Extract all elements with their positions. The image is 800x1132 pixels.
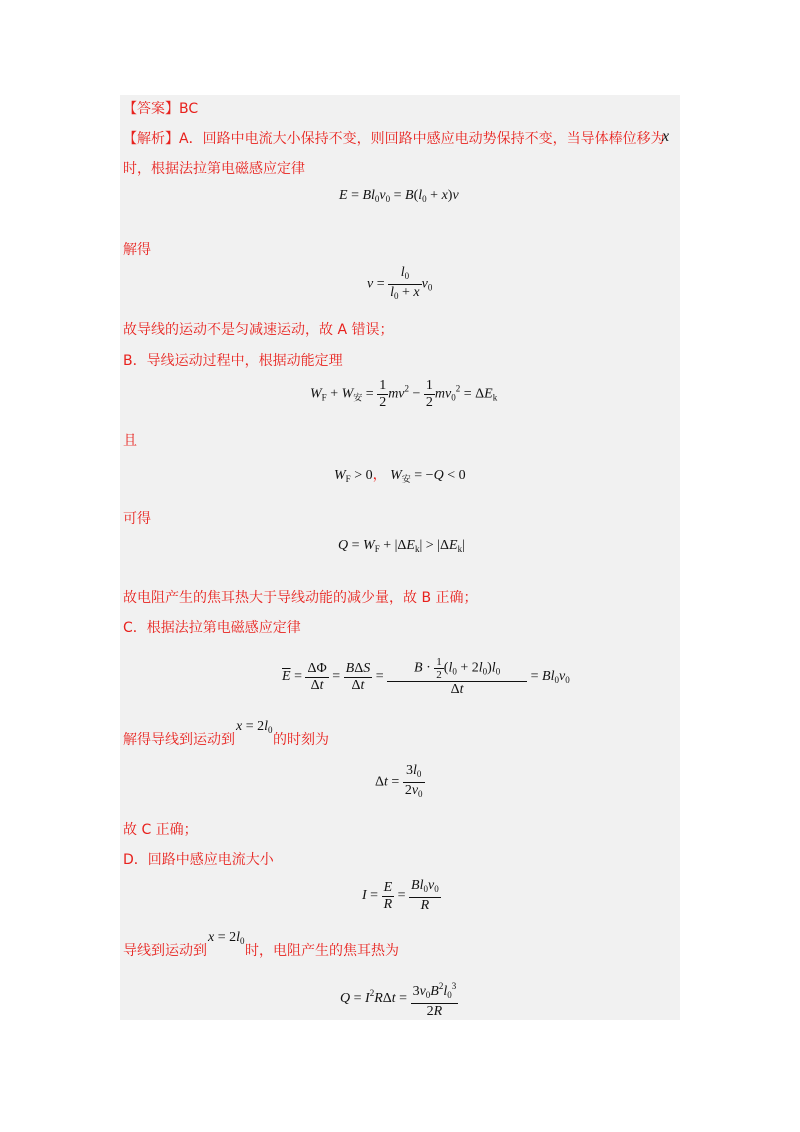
conclusion-a: 故导线的运动不是匀减速运动，故 A 错误； bbox=[123, 322, 394, 338]
d-text-pre: 导线到运动到 bbox=[123, 943, 207, 959]
formula-current: I = $\frac{E}{R}$ = $\frac{Bl_0v_0}{R}$ bbox=[362, 878, 439, 913]
formula-work-energy: $W_F + W_安$ = $\frac{1}{2}$ $mv^2$ − $\frac{1}{2}$ $mv_0^2 = \Delta E_k$ bbox=[310, 378, 498, 410]
formula-delta-t: Δt = $\frac{3l_0}{2v_0}$ bbox=[375, 763, 423, 799]
formula-joule-heat: $Q = I^2R\Delta t$ = $\frac{3v_0B^2l_0^3}{2R}$ bbox=[340, 978, 458, 1020]
comma: ， bbox=[372, 467, 387, 483]
formula-heat-inequality: $Q = W_F + |\Delta E_k| > |\Delta E_k|$ bbox=[338, 538, 465, 554]
analysis-line-1: 【解析】A．回路中电流大小保持不变，则回路中感应电动势保持不变，当导体棒位移为 bbox=[123, 131, 665, 147]
formula-x-equals-2l0-c: $x = 2l_0$ bbox=[236, 719, 273, 735]
can-get-label: 可得 bbox=[123, 511, 151, 527]
answer-label: 【答案】BC bbox=[123, 101, 199, 117]
analysis-line-2: 时，根据法拉第电磁感应定律 bbox=[123, 161, 305, 177]
conclusion-b: 故电阻产生的焦耳热大于导线动能的减少量，故 B 正确； bbox=[123, 590, 478, 606]
c-solve-post: 的时刻为 bbox=[273, 732, 329, 748]
and-label: 且 bbox=[123, 433, 137, 449]
formula-work-signs: $W_F > 0$， $W_安 = -Q < 0$ bbox=[334, 467, 466, 484]
conclusion-c: 故 C 正确； bbox=[123, 822, 198, 838]
var-x: x bbox=[662, 128, 670, 145]
d-text-post: 时，电阻产生的焦耳热为 bbox=[245, 943, 399, 959]
formula-x-equals-2l0-d: $x = 2l_0$ bbox=[208, 930, 245, 946]
option-b-intro: B．导线运动过程中，根据动能定理 bbox=[123, 353, 343, 369]
option-d-intro: D．回路中感应电流大小 bbox=[123, 852, 274, 868]
formula-average-emf: $\overline{E}$ = $\frac{\Delta\Phi}{\Delta t}$ = BΔS Δt = B · $\frac{1}{2}$ $(l_0 + 2l_0)l_0$ Δt = $Bl_0v_0$ bbox=[282, 656, 570, 697]
c-solve-pre: 解得导线到运动到 bbox=[123, 732, 235, 748]
option-c-intro: C．根据法拉第电磁感应定律 bbox=[123, 620, 301, 636]
formula-velocity: v = $\frac{l_0}{l_0 + x}$ $v_0$ bbox=[367, 265, 433, 301]
solve-label-1: 解得 bbox=[123, 242, 151, 258]
formula-emf: $E = Bl_0v_0 = B(l_0 + x)v$ bbox=[339, 188, 459, 204]
